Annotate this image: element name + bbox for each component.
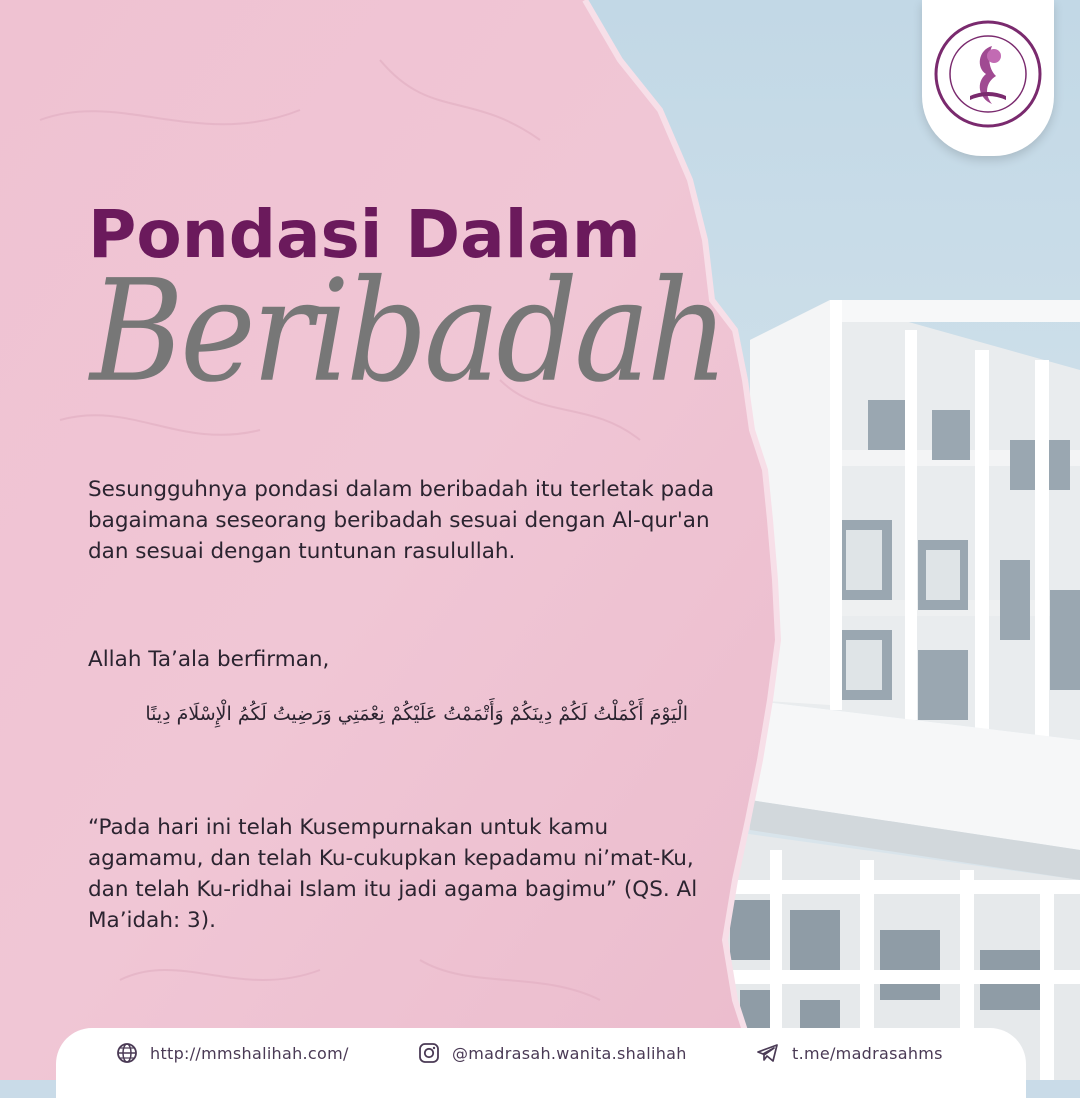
instagram-label: @madrasah.wanita.shalihah	[452, 1043, 687, 1063]
madrasah-logo-icon	[930, 16, 1046, 132]
script-subtitle: Beribadah	[90, 250, 725, 414]
website-link[interactable]	[116, 1042, 349, 1064]
logo-badge	[922, 0, 1054, 156]
instagram-icon	[418, 1042, 440, 1064]
instagram-link[interactable]	[418, 1042, 687, 1064]
website-label: http://mmshalihah.com/	[150, 1043, 349, 1063]
verse-translation: “Pada hari ini telah Kusempurnakan untuk kamu agamamu, dan telah Ku-cukupkan kepadamu ni’mat-Ku, dan telah Ku-ridhai Islam itu jadi agama bagimu” (QS. Al Ma’idah: 3).	[88, 815, 698, 933]
telegram-label: t.me/madrasahms	[792, 1043, 943, 1063]
arabic-verse: الْيَوْمَ أَكْمَلْتُ لَكُمْ دِينَكُمْ وَأَتْمَمْتُ عَلَيْكُمْ نِعْمَتِي وَرَضِيتُ لَكُمُ الْإِسْلَامَ دِينًا	[145, 703, 688, 725]
page-title: Pondasi Dalam	[88, 196, 641, 273]
telegram-icon	[756, 1042, 780, 1064]
intro-paragraph: Sesungguhnya pondasi dalam beribadah itu terletak pada bagaimana seseorang beribadah sesuai dengan Al-qur'an dan sesuai dengan tuntunan rasulullah.	[88, 477, 715, 564]
firman-line: Allah Ta’ala berfirman,	[88, 647, 330, 672]
telegram-link[interactable]	[756, 1042, 943, 1064]
globe-icon	[116, 1042, 138, 1064]
footer-bar	[56, 1028, 1026, 1098]
